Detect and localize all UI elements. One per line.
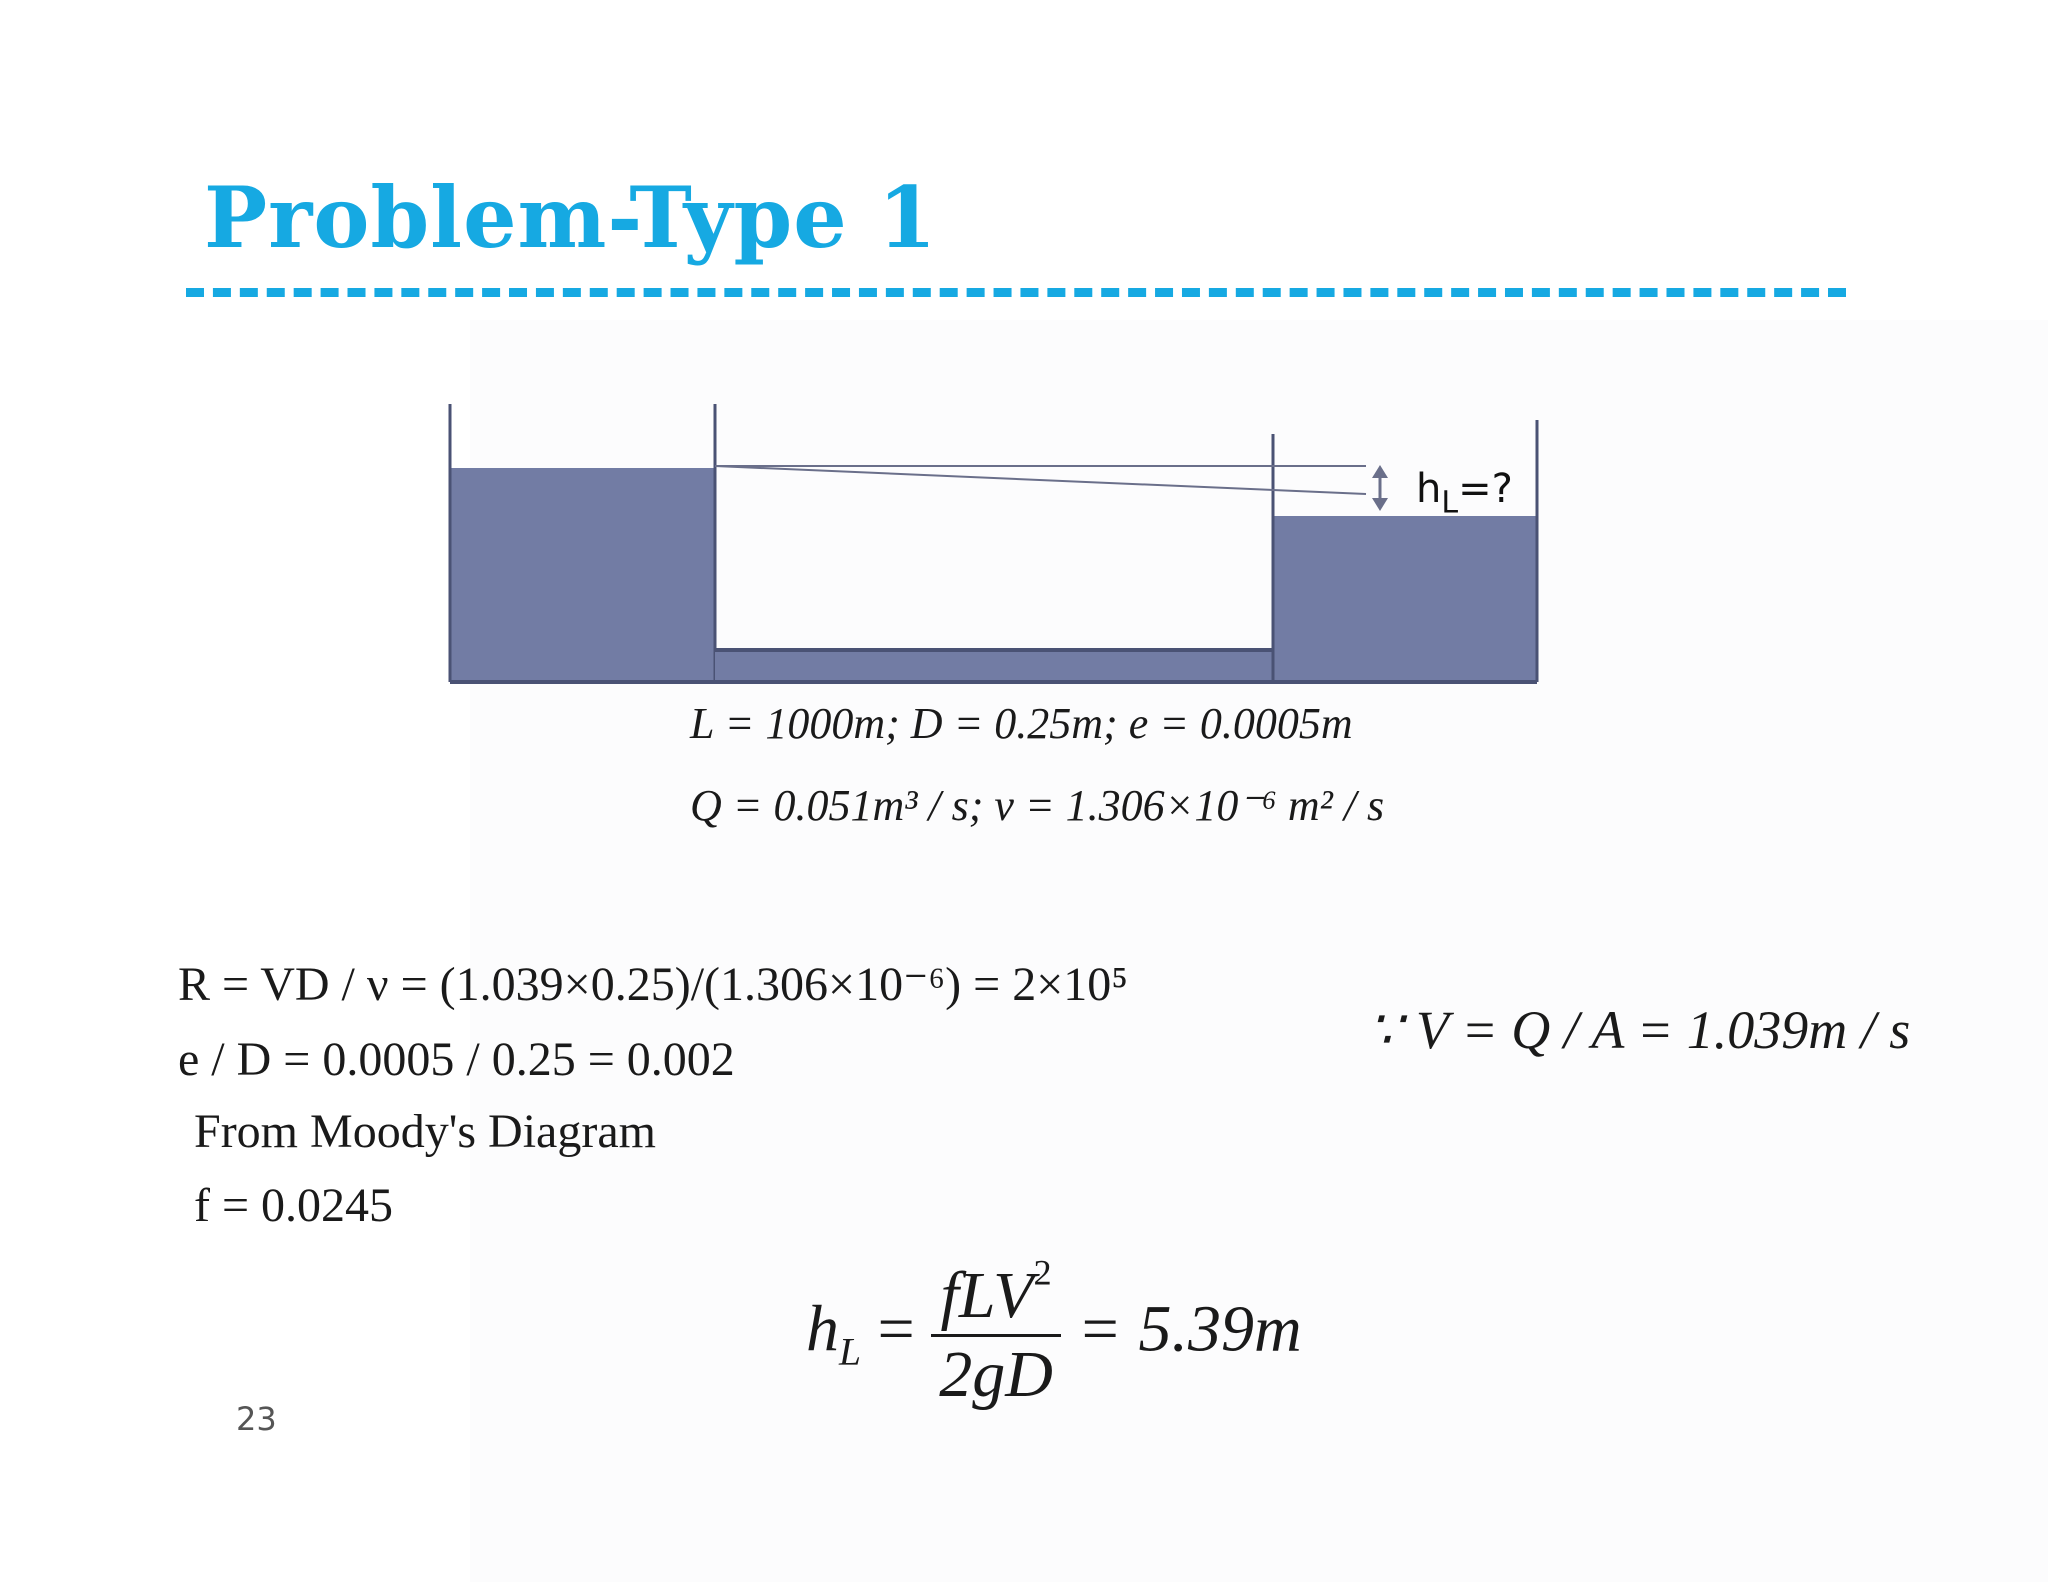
energy-grade-line [715,466,1366,494]
head-loss-arrow-icon [1372,465,1388,511]
given-parameters-line-1: L = 1000m; D = 0.25m; e = 0.0005m [690,699,1353,748]
friction-factor-value: f = 0.0245 [194,1179,394,1232]
connecting-pipe [715,650,1273,682]
velocity-equation: ∵ V = Q / A = 1.039m / s [1368,1000,1911,1060]
given-parameters-line-2: Q = 0.051m³ / s; ν = 1.306×10⁻⁶ m² / s [690,781,1385,830]
slide-title: Problem-Type 1 [204,168,938,267]
right-reservoir [1273,420,1537,682]
head-loss-label: $h_L=$? [1416,466,1513,521]
head-loss-fraction: $\frac{fLV^2}{2gD}$ [931,1258,1061,1413]
head-loss-equation: $h_L$ = $\frac{fLV^2}{2gD}$ = 5.39m [806,1252,1302,1411]
relative-roughness-equation: e / D = 0.0005 / 0.25 = 0.002 [178,1033,735,1086]
left-reservoir [450,404,715,682]
page-number: 23 [236,1400,277,1438]
moody-diagram-note: From Moody's Diagram [194,1105,656,1158]
reynolds-number-equation: R = VD / ν = (1.039×0.25)/(1.306×10⁻⁶) = 2×10⁵ [178,958,1129,1011]
